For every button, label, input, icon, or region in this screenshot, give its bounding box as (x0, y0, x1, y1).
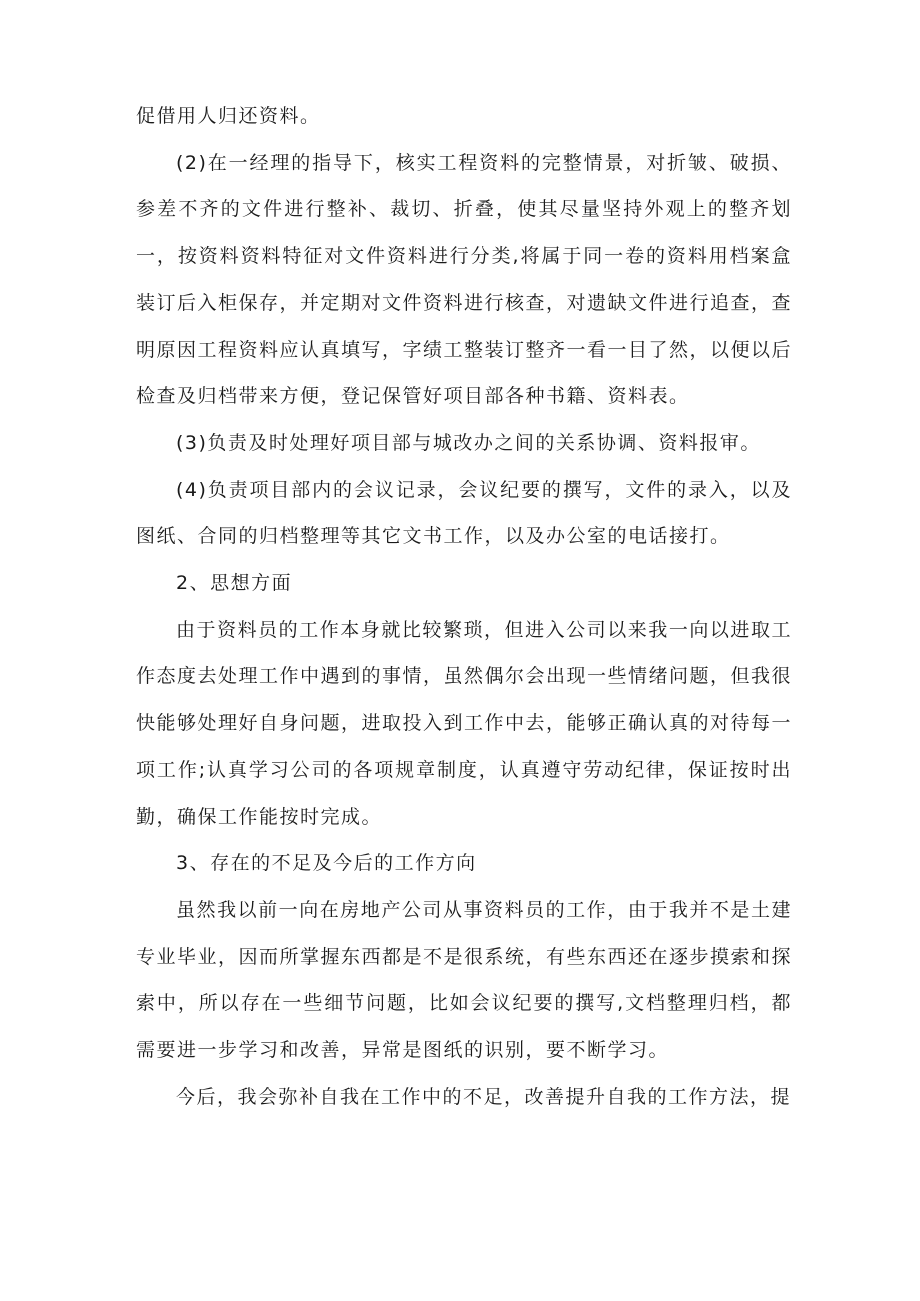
paragraph-4: (4)负责项目部内的会议记录，会议纪要的撰写，文件的录入，以及图纸、合同的归档整理等其它文书工作，以及办公室的电话接打。 (136, 478, 792, 548)
paragraph-2: (2)在一经理的指导下，核实工程资料的完整情景，对折皱、破损、参差不齐的文件进行整补、裁切、折叠，使其尽量坚持外观上的整齐划一，按资料资料特征对文件资料进行分类,将属于同一卷的资料用档案盒装订后入柜保存，并定期对文件资料进行核查，对遗缺文件进行追查，查明原因工程资料应认真填写，字绩工整装订整齐一看一目了然，以便以后检查及归档带来方便，登记保管好项目部各种书籍、资料表。 (136, 151, 793, 408)
paragraph-6: 虽然我以前一向在房地产公司从事资料员的工作，由于我并不是土建专业毕业，因而所掌握东西都是不是很系统，有些东西还在逐步摸索和探索中，所以存在一些细节问题，比如会议纪要的撰写,文档整理归档，都需要进一步学习和改善，异常是图纸的识别，要不断学习。 (136, 898, 793, 1062)
document-body (136, 93, 792, 1120)
paragraph-3: (3)负责及时处理好项目部与城改办之间的关系协调、资料报审。 (176, 431, 761, 454)
paragraph-7: 今后，我会弥补自我在工作中的不足，改善提升自我的工作方法，提 (176, 1085, 792, 1108)
section-heading-shortcomings: 3、存在的不足及今后的工作方向 (176, 852, 477, 875)
paragraph-1: 促借用人归还资料。 (136, 105, 321, 127)
section-heading-thoughts: 2、思想方面 (176, 572, 293, 595)
paragraph-5: 由于资料员的工作本身就比较繁琐，但进入公司以来我一向以进取工作态度去处理工作中遇到的事情，虽然偶尔会出现一些情绪问题，但我很快能够处理好自身问题，进取投入到工作中去，能够正确认真的对待每一项工作;认真学习公司的各项规章制度，认真遵守劳动纪律，保证按时出勤，确保工作能按时完成。 (136, 618, 793, 828)
